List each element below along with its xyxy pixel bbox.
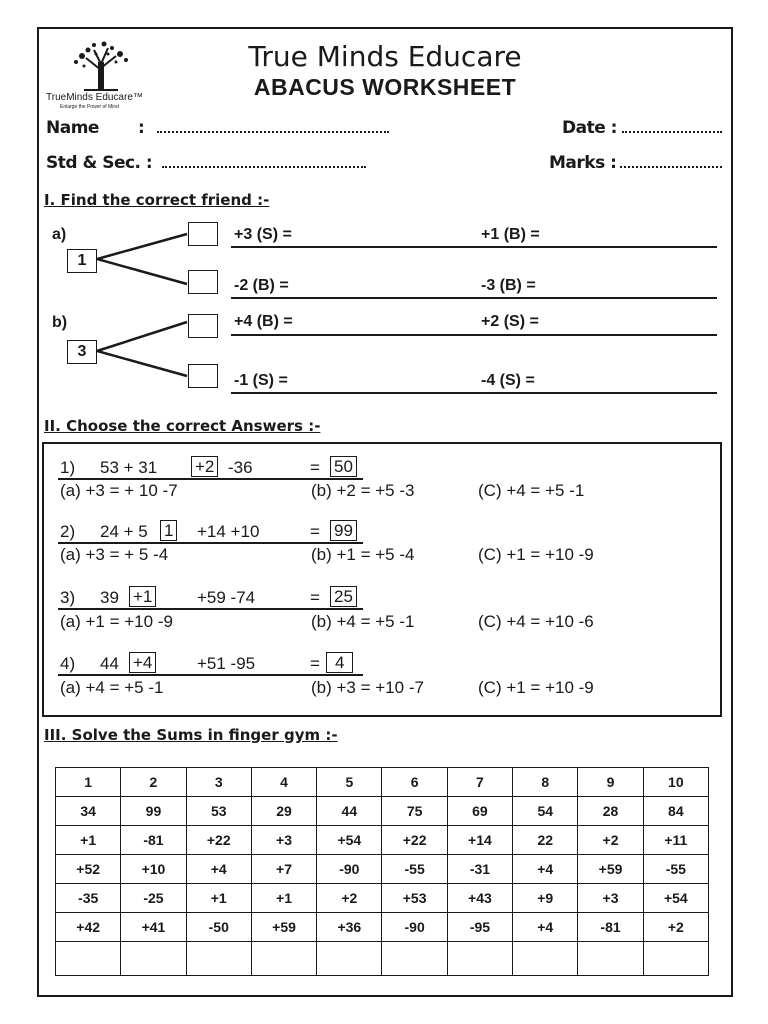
question-3-option-b[interactable]: (b) +4 = +5 -1 <box>311 612 415 631</box>
table-cell: -55 <box>382 855 447 884</box>
question-3-equals: = <box>310 588 320 607</box>
std-label: Std & Sec. : <box>46 153 153 173</box>
question-2-box: 1 <box>160 520 177 541</box>
table-header-cell: 6 <box>382 768 447 797</box>
table-cell: -25 <box>121 884 186 913</box>
table-cell: 69 <box>447 797 512 826</box>
table-cell: +53 <box>382 884 447 913</box>
table-cell: 99 <box>121 797 186 826</box>
question-3-answer: 25 <box>330 586 357 607</box>
table-cell: +42 <box>56 913 121 942</box>
answer-cell[interactable] <box>382 942 447 976</box>
table-cell: -90 <box>317 855 382 884</box>
table-cell: 44 <box>317 797 382 826</box>
question-3-box-wrap <box>129 586 156 607</box>
answer-cell[interactable] <box>56 942 121 976</box>
std-field[interactable] <box>162 166 366 168</box>
group-a-top-eq-2: +1 (B) = <box>481 226 540 243</box>
question-1-option-c[interactable]: (C) +4 = +5 -1 <box>478 481 585 500</box>
group-a-label: a) <box>52 226 67 243</box>
table-cell: -90 <box>382 913 447 942</box>
group-a-bottom-eq-1: -2 (B) = <box>234 277 289 294</box>
question-4-answer: 4 <box>326 652 353 673</box>
question-1-rule <box>58 478 363 480</box>
group-a-top-answer-line[interactable] <box>231 246 717 248</box>
question-2-expr: 24 + 5 <box>100 522 148 541</box>
table-cell: -31 <box>447 855 512 884</box>
logo <box>46 40 161 120</box>
table-row <box>56 855 709 884</box>
table-cell: +9 <box>513 884 578 913</box>
group-b-bottom-answer-box[interactable] <box>188 364 218 388</box>
table-cell: +54 <box>643 884 708 913</box>
table-header-cell: 1 <box>56 768 121 797</box>
table-header-row <box>56 768 709 797</box>
question-1-box: +2 <box>191 456 218 477</box>
question-4-rule <box>58 674 363 676</box>
question-3-box: +1 <box>129 586 156 607</box>
question-3-option-c[interactable]: (C) +4 = +10 -6 <box>478 612 594 631</box>
logo-name: TrueMinds Educare™ <box>46 92 143 103</box>
table-header-cell: 7 <box>447 768 512 797</box>
table-cell: +10 <box>121 855 186 884</box>
question-1-option-a[interactable]: (a) +3 = + 10 -7 <box>60 481 178 500</box>
question-4-expr-2: +51 -95 <box>197 654 256 673</box>
group-a-top-eq-1: +3 (S) = <box>234 226 292 243</box>
answer-cell[interactable] <box>578 942 643 976</box>
section-3-heading: III. Solve the Sums in finger gym :- <box>44 726 338 744</box>
question-2-option-c[interactable]: (C) +1 = +10 -9 <box>478 545 594 564</box>
name-label: Name <box>46 118 99 138</box>
logo-tagline: Enlarge the Power of Mind <box>60 104 119 110</box>
table-cell: 53 <box>186 797 251 826</box>
table-cell: 34 <box>56 797 121 826</box>
question-1-expr: 53 + 31 <box>100 458 158 477</box>
section-2-heading: II. Choose the correct Answers :- <box>44 417 321 435</box>
page-title: True Minds Educare <box>248 40 522 73</box>
table-cell: +1 <box>251 884 316 913</box>
group-b-label: b) <box>52 314 68 331</box>
table-cell: +1 <box>56 826 121 855</box>
group-a-branch-lines <box>97 232 189 288</box>
date-field[interactable] <box>622 131 722 133</box>
table-cell: +3 <box>578 884 643 913</box>
question-4-equals: = <box>310 654 320 673</box>
question-1-answer: 50 <box>330 456 357 477</box>
marks-field[interactable] <box>620 166 722 168</box>
question-3-rule <box>58 608 363 610</box>
table-cell: +54 <box>317 826 382 855</box>
question-2-equals: = <box>310 522 320 541</box>
question-2-option-b[interactable]: (b) +1 = +5 -4 <box>311 545 415 564</box>
answer-cell[interactable] <box>121 942 186 976</box>
table-cell: +4 <box>186 855 251 884</box>
group-a-bottom-answer-box[interactable] <box>188 270 218 294</box>
table-cell: 75 <box>382 797 447 826</box>
table-cell: -35 <box>56 884 121 913</box>
question-4-answer-wrap <box>326 652 353 673</box>
question-3-option-a[interactable]: (a) +1 = +10 -9 <box>60 612 173 631</box>
table-cell: +2 <box>578 826 643 855</box>
question-1-expr-2: -36 <box>228 458 253 477</box>
group-b-number: 3 <box>67 340 97 364</box>
table-cell: +22 <box>382 826 447 855</box>
table-cell: -50 <box>186 913 251 942</box>
question-2-rule <box>58 542 363 544</box>
name-colon: : <box>138 118 145 138</box>
answer-cell[interactable] <box>513 942 578 976</box>
table-cell: 29 <box>251 797 316 826</box>
question-4-option-b[interactable]: (b) +3 = +10 -7 <box>311 678 424 697</box>
question-4-option-a[interactable]: (a) +4 = +5 -1 <box>60 678 164 697</box>
table-cell: 54 <box>513 797 578 826</box>
table-cell: +3 <box>251 826 316 855</box>
question-2-answer: 99 <box>330 520 357 541</box>
table-cell: +52 <box>56 855 121 884</box>
answer-cell[interactable] <box>317 942 382 976</box>
table-cell: 22 <box>513 826 578 855</box>
table-cell: -81 <box>578 913 643 942</box>
question-2-box-wrap <box>160 520 177 541</box>
group-b-top-eq-1: +4 (B) = <box>234 313 293 330</box>
question-2-expr-2: +14 +10 <box>197 522 260 541</box>
name-field[interactable] <box>157 131 389 133</box>
group-b-bottom-eq-2: -4 (S) = <box>481 372 535 389</box>
question-4-box-wrap <box>129 652 156 673</box>
question-3-expr-2: +59 -74 <box>197 588 256 607</box>
group-b-top-answer-box[interactable] <box>188 314 218 338</box>
table-cell: +22 <box>186 826 251 855</box>
group-b-top-answer-line[interactable] <box>231 334 717 336</box>
table-cell: 84 <box>643 797 708 826</box>
table-row <box>56 826 709 855</box>
group-b-bottom-eq-1: -1 (S) = <box>234 372 288 389</box>
table-cell: +41 <box>121 913 186 942</box>
table-header-cell: 4 <box>251 768 316 797</box>
question-1-number: 1) <box>60 458 76 477</box>
answer-cell[interactable] <box>251 942 316 976</box>
section-1-heading: I. Find the correct friend :- <box>44 191 270 209</box>
table-cell: +7 <box>251 855 316 884</box>
table-cell: +1 <box>186 884 251 913</box>
table-header-cell: 9 <box>578 768 643 797</box>
question-4-box: +4 <box>129 652 156 673</box>
question-1-answer-wrap <box>330 456 357 477</box>
date-label: Date : <box>562 118 617 138</box>
question-4-option-c[interactable]: (C) +1 = +10 -9 <box>478 678 594 697</box>
question-2-option-a[interactable]: (a) +3 = + 5 -4 <box>60 545 169 564</box>
question-4-expr: 44 <box>100 654 119 673</box>
group-b-bottom-answer-line[interactable] <box>231 392 717 394</box>
page-subtitle: ABACUS WORKSHEET <box>253 74 517 100</box>
table-cell: -55 <box>643 855 708 884</box>
table-cell: +36 <box>317 913 382 942</box>
table-cell: +4 <box>513 855 578 884</box>
table-header-cell: 8 <box>513 768 578 797</box>
table-row <box>56 884 709 913</box>
group-a-bottom-eq-2: -3 (B) = <box>481 277 536 294</box>
table-row <box>56 913 709 942</box>
tree-icon <box>46 40 161 92</box>
group-a-number: 1 <box>67 249 97 273</box>
question-3-number: 3) <box>60 588 76 607</box>
table-row <box>56 797 709 826</box>
question-1-box-wrap <box>191 456 218 477</box>
table-cell: +11 <box>643 826 708 855</box>
question-2-answer-wrap <box>330 520 357 541</box>
table-cell: -95 <box>447 913 512 942</box>
table-cell: -81 <box>121 826 186 855</box>
question-1-equals: = <box>310 458 320 477</box>
answer-cell[interactable] <box>643 942 708 976</box>
question-2-number: 2) <box>60 522 76 541</box>
group-b-top-eq-2: +2 (S) = <box>481 313 539 330</box>
table-cell: +2 <box>643 913 708 942</box>
question-4-number: 4) <box>60 654 76 673</box>
table-header-cell: 2 <box>121 768 186 797</box>
group-a-bottom-answer-line[interactable] <box>231 297 717 299</box>
finger-gym-table <box>55 767 709 976</box>
table-cell: +2 <box>317 884 382 913</box>
question-1-option-b[interactable]: (b) +2 = +5 -3 <box>311 481 415 500</box>
table-cell: +14 <box>447 826 512 855</box>
table-header-cell: 5 <box>317 768 382 797</box>
marks-label: Marks : <box>549 153 617 173</box>
question-3-answer-wrap <box>330 586 357 607</box>
question-3-expr: 39 <box>100 588 119 607</box>
table-cell: +4 <box>513 913 578 942</box>
answer-row <box>56 942 709 976</box>
table-cell: +43 <box>447 884 512 913</box>
table-cell: +59 <box>251 913 316 942</box>
table-cell: 28 <box>578 797 643 826</box>
group-a-top-answer-box[interactable] <box>188 222 218 246</box>
group-b-branch-lines <box>97 320 189 380</box>
table-header-cell: 10 <box>643 768 708 797</box>
table-cell: +59 <box>578 855 643 884</box>
answer-cell[interactable] <box>186 942 251 976</box>
table-header-cell: 3 <box>186 768 251 797</box>
answer-cell[interactable] <box>447 942 512 976</box>
